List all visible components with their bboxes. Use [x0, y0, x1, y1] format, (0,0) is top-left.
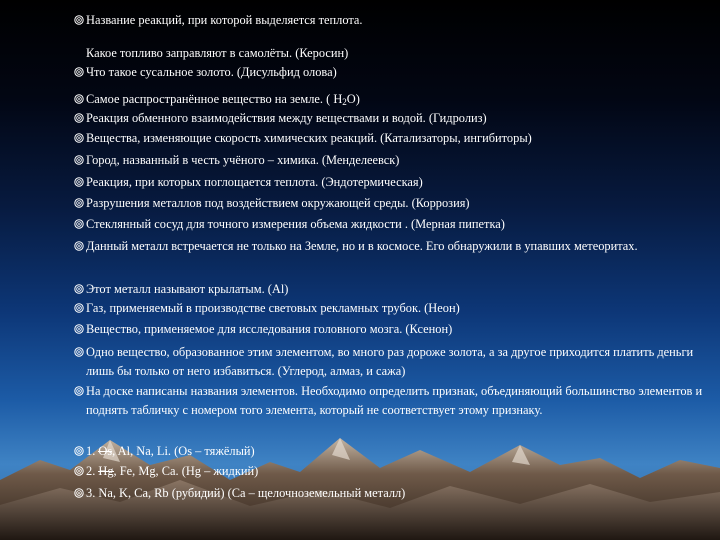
bullet-item	[86, 320, 706, 339]
target-bullet-icon	[74, 219, 84, 229]
item-text: Какое топливо заправляют в самолёты. (Керосин)	[86, 46, 349, 60]
target-bullet-icon	[74, 155, 84, 165]
subscript: 2	[342, 97, 347, 107]
bullet-item	[86, 194, 706, 213]
item-text: Газ, применяемый в производстве световых рекламных трубок. (Неон)	[86, 301, 460, 315]
bullet-item	[86, 44, 706, 63]
crossed-out-element: Os	[98, 444, 113, 458]
target-bullet-icon	[74, 241, 84, 251]
item-text: Данный металл встречается не только на Земле, но и в космосе. Его обнаружили в упавших метеоритах.	[86, 239, 638, 253]
target-bullet-icon	[74, 133, 84, 143]
item-text: Стеклянный сосуд для точного измерения объема жидкости . (Мерная пипетка)	[86, 217, 505, 231]
bullet-item	[86, 237, 706, 256]
target-bullet-icon	[74, 67, 84, 77]
bullet-item	[86, 382, 706, 420]
item-text: Вещества, изменяющие скорость химических реакций. (Катализаторы, ингибиторы)	[86, 131, 532, 145]
bullet-item	[86, 11, 706, 30]
item-text: Вещество, применяемое для исследования головного мозга. (Ксенон)	[86, 322, 453, 336]
target-bullet-icon	[74, 94, 84, 104]
target-bullet-icon	[74, 324, 84, 334]
item-text: 1.	[86, 444, 99, 458]
target-bullet-icon	[74, 15, 84, 25]
item-text: , Al, Na, Li. (Os – тяжёлый)	[112, 444, 255, 458]
bullet-item	[86, 109, 706, 128]
target-bullet-icon	[74, 466, 84, 476]
bullet-item	[86, 151, 706, 170]
bullet-item	[86, 442, 706, 461]
target-bullet-icon	[74, 488, 84, 498]
item-text: Реакция обменного взаимодействия между веществами и водой. (Гидролиз)	[86, 111, 487, 125]
item-text: Город, названный в честь учёного – химика. (Менделеевск)	[86, 153, 400, 167]
bullet-item	[86, 343, 706, 381]
target-bullet-icon	[74, 113, 84, 123]
target-bullet-icon	[74, 386, 84, 396]
item-text: На доске написаны названия элементов. Необходимо определить признак, объединяющий большинство элементов и поднять табличку с номером того элемента, который не соответствует этому признаку.	[86, 384, 703, 417]
bullet-item	[86, 215, 706, 234]
bullet-item	[86, 484, 706, 503]
bullet-item	[86, 280, 706, 299]
item-text: Что такое сусальное золото. (Дисульфид олова)	[86, 65, 337, 79]
item-text: Разрушения металлов под воздействием окружающей среды. (Коррозия)	[86, 196, 470, 210]
item-text: Название реакций, при которой выделяется теплота.	[86, 13, 363, 27]
item-text: (Ca – щелочноземельный металл)	[227, 486, 406, 500]
bullet-item	[86, 462, 706, 481]
target-bullet-icon	[74, 303, 84, 313]
item-text: Самое распространённое вещество на земле. ( H	[86, 92, 343, 106]
item-text: 2.	[86, 464, 99, 478]
target-bullet-icon	[74, 198, 84, 208]
target-bullet-icon	[74, 347, 84, 357]
bullet-item	[86, 63, 706, 82]
item-text: Этот металл называют крылатым. (Al)	[86, 282, 289, 296]
bullet-item	[86, 173, 706, 192]
target-bullet-icon	[74, 177, 84, 187]
crossed-out-element: Hg	[98, 464, 114, 478]
item-text: Одно вещество, образованное этим элементом, во много раз дороже золота, а за другое приходится платить деньги лишь бы только от него избавиться. (Углерод, алмаз, и сажа)	[86, 345, 694, 378]
item-text: , Fe, Mg, Ca. (Hg – жидкий)	[113, 464, 259, 478]
item-text: 3. Na, K, Ca, Rb (рубидий)	[86, 486, 228, 500]
bullet-item	[86, 299, 706, 318]
item-text: O)	[346, 92, 360, 106]
item-text: Реакция, при которых поглощается теплота. (Эндотермическая)	[86, 175, 423, 189]
target-bullet-icon	[74, 446, 84, 456]
bullet-item	[86, 129, 706, 148]
target-bullet-icon	[74, 284, 84, 294]
